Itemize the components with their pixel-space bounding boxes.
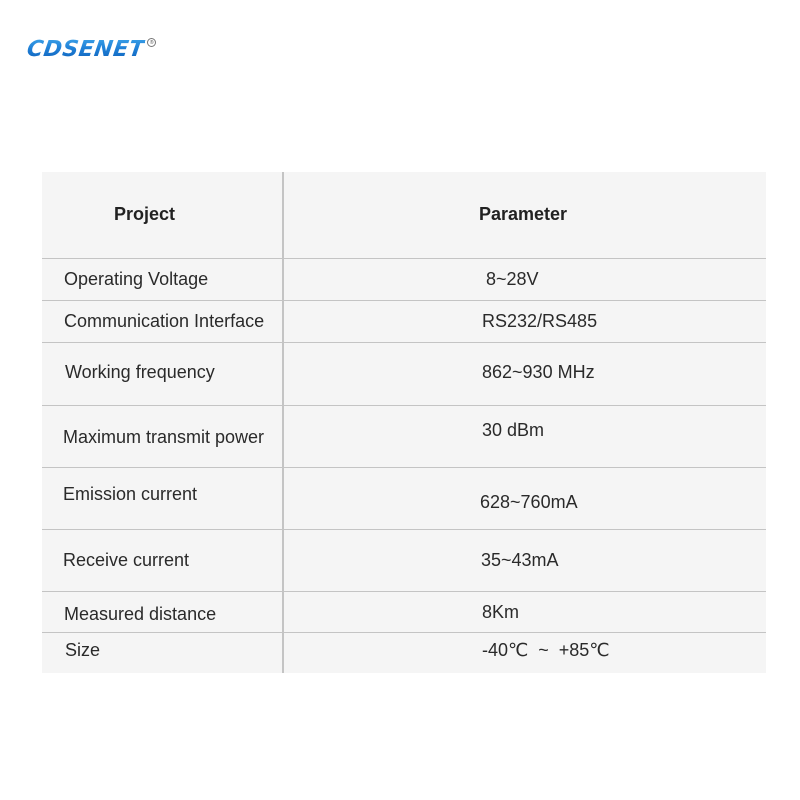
table-row [42, 405, 766, 468]
table-row [42, 467, 766, 530]
row-parameter: 8~28V [486, 269, 539, 289]
row-project: Size [65, 640, 101, 660]
row-project: Maximum transmit power [63, 427, 265, 447]
row-parameter: 30 dBm [482, 420, 545, 440]
table-row [42, 300, 766, 343]
row-parameter: 628~760mA [480, 492, 578, 512]
registered-mark-icon: ® [147, 38, 156, 47]
row-project: Operating Voltage [64, 269, 209, 289]
brand-logo [27, 38, 156, 64]
row-parameter: -40℃ ~ +85℃ [482, 640, 610, 660]
table-row [42, 591, 766, 633]
row-project: Receive current [63, 550, 190, 570]
row-project: Emission current [63, 484, 198, 504]
logo-text: CDSENET [25, 37, 147, 62]
row-project: Working frequency [65, 362, 215, 382]
row-parameter: 862~930 MHz [482, 362, 595, 382]
header-project: Project [114, 204, 176, 224]
table-row [42, 632, 766, 674]
table-row [42, 342, 766, 406]
table-header-row [42, 172, 766, 258]
header-parameter: Parameter [479, 204, 568, 224]
spec-table [42, 172, 766, 673]
table-row [42, 258, 766, 301]
row-parameter: 35~43mA [481, 550, 559, 570]
row-parameter: RS232/RS485 [482, 311, 598, 331]
table-row [42, 529, 766, 592]
row-parameter: 8Km [482, 602, 520, 622]
row-project: Communication Interface [64, 311, 265, 331]
row-project: Measured distance [64, 604, 217, 624]
